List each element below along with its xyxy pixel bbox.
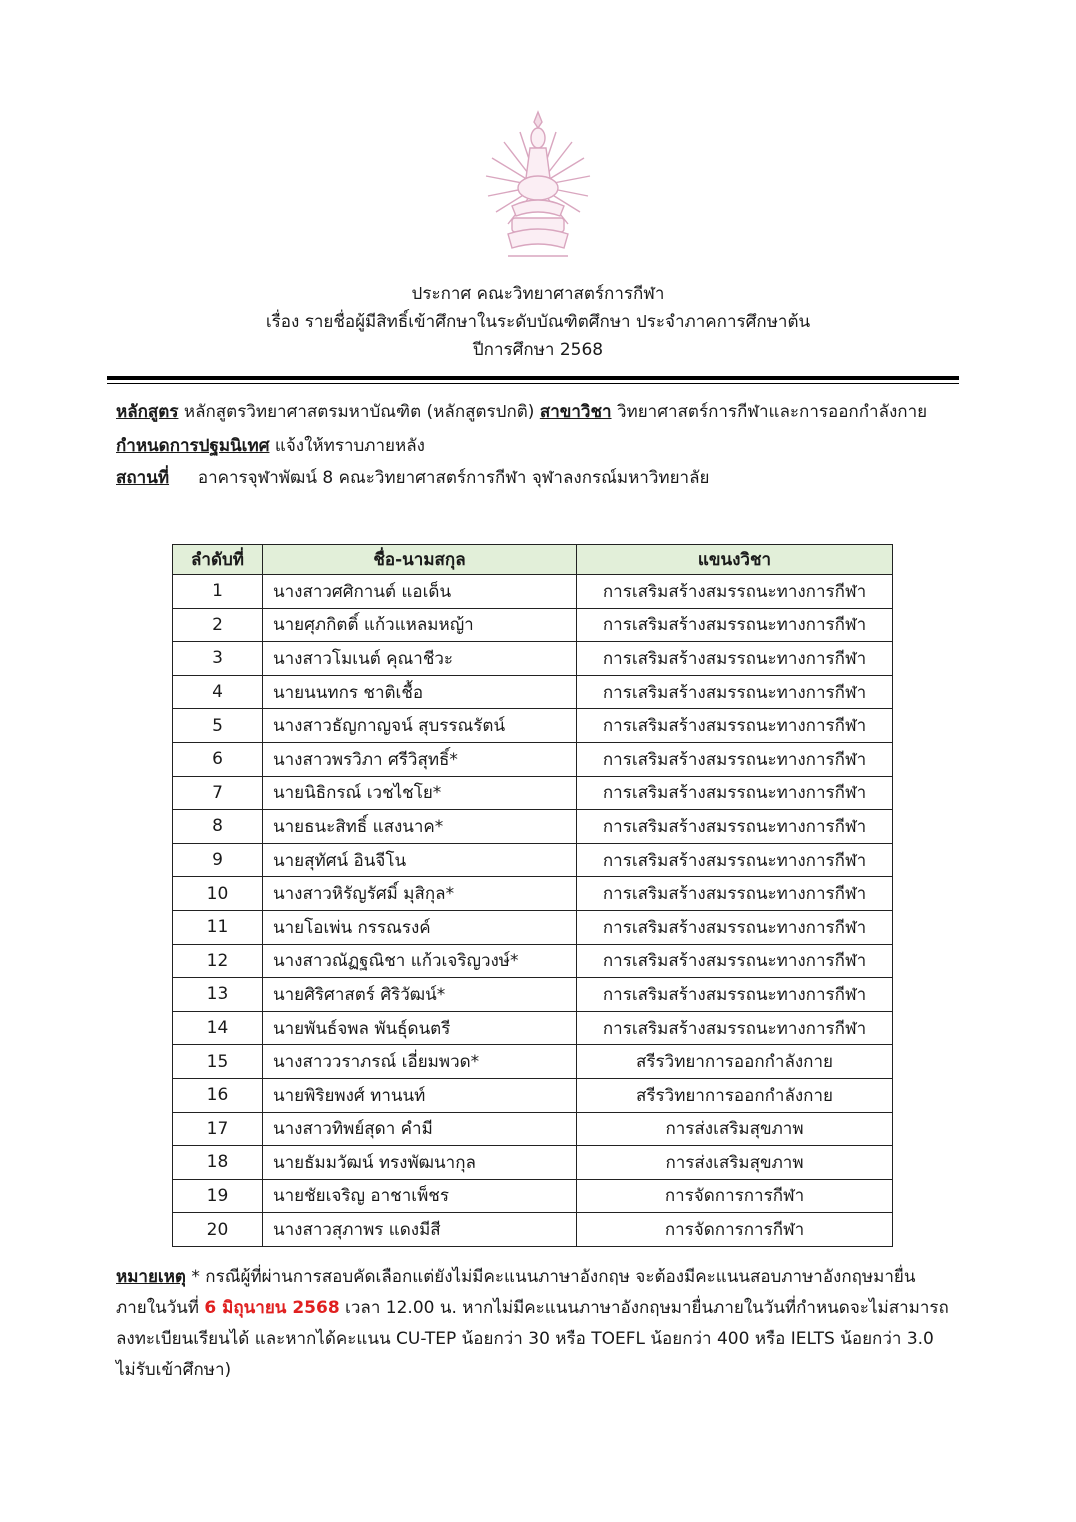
row-number-cell: 18 — [173, 1146, 263, 1180]
student-name-cell: นายศุภกิตติ์ แก้วแหลมหญ้า — [263, 608, 577, 642]
track-cell: การเสริมสร้างสมรรถนะทางการกีฬา — [577, 776, 893, 810]
remark-deadline: 6 มิถุนายน 2568 — [204, 1298, 340, 1318]
track-cell: การเสริมสร้างสมรรถนะทางการกีฬา — [577, 810, 893, 844]
track-cell: สรีรวิทยาการออกกำลังกาย — [577, 1045, 893, 1079]
orientation-line — [116, 432, 425, 459]
table-row — [173, 910, 893, 944]
row-number-cell: 13 — [173, 978, 263, 1012]
column-header-number: ลำดับที่ — [173, 545, 263, 575]
column-header-track: แขนงวิชา — [577, 545, 893, 575]
student-name-cell: นายนนทกร ชาติเชื้อ — [263, 675, 577, 709]
program-line — [116, 398, 927, 425]
row-number-cell: 15 — [173, 1045, 263, 1079]
student-name-cell: นางสาวธัญกาญจน์ สุบรรณรัตน์ — [263, 709, 577, 743]
row-number-cell: 4 — [173, 675, 263, 709]
announcement-title — [0, 280, 1076, 364]
student-name-cell: นางสาวโมเนต์ คุณาชีวะ — [263, 642, 577, 676]
announcement-line-2: เรื่อง รายชื่อผู้มีสิทธิ์เข้าศึกษาในระดับบัณฑิตศึกษา ประจำภาคการศึกษาต้น — [265, 312, 811, 332]
table-row — [173, 608, 893, 642]
track-cell: การเสริมสร้างสมรรถนะทางการกีฬา — [577, 1011, 893, 1045]
row-number-cell: 17 — [173, 1112, 263, 1146]
student-name-cell: นายสุทัศน์ อินจีโน — [263, 843, 577, 877]
table-row — [173, 1078, 893, 1112]
table-row — [173, 642, 893, 676]
track-cell: การเสริมสร้างสมรรถนะทางการกีฬา — [577, 944, 893, 978]
remark-text-1: * กรณีผู้ที่ผ่านการสอบคัดเลือกแต่ยังไม่มีคะแนนภาษาอังกฤษ จะต้องมีคะแนนสอบภาษาอังกฤษมายื่นภายในวันที่ — [116, 1267, 916, 1318]
track-cell: การส่งเสริมสุขภาพ — [577, 1112, 893, 1146]
table-row — [173, 1213, 893, 1247]
row-number-cell: 16 — [173, 1078, 263, 1112]
row-number-cell: 12 — [173, 944, 263, 978]
student-name-cell: นายพันธ์จพล พันธุ์ดนตรี — [263, 1011, 577, 1045]
row-number-cell: 19 — [173, 1179, 263, 1213]
track-cell: การเสริมสร้างสมรรถนะทางการกีฬา — [577, 575, 893, 609]
program-label: หลักสูตร — [116, 402, 179, 422]
table-row — [173, 1146, 893, 1180]
remark-note — [116, 1262, 952, 1386]
table-row — [173, 742, 893, 776]
track-cell: การเสริมสร้างสมรรถนะทางการกีฬา — [577, 910, 893, 944]
track-cell: สรีรวิทยาการออกกำลังกาย — [577, 1078, 893, 1112]
program-value: หลักสูตรวิทยาศาสตรมหาบัณฑิต (หลักสูตรปกติ) — [183, 402, 535, 422]
student-name-cell: นายพิริยพงศ์ ทานนท์ — [263, 1078, 577, 1112]
track-cell: การเสริมสร้างสมรรถนะทางการกีฬา — [577, 709, 893, 743]
table-row — [173, 1011, 893, 1045]
admitted-students-table — [172, 544, 893, 1247]
table-row — [173, 810, 893, 844]
table-row — [173, 1045, 893, 1079]
row-number-cell: 6 — [173, 742, 263, 776]
student-name-cell: นางสาวสุภาพร แดงมีสี — [263, 1213, 577, 1247]
track-cell: การส่งเสริมสุขภาพ — [577, 1146, 893, 1180]
track-cell: การเสริมสร้างสมรรถนะทางการกีฬา — [577, 843, 893, 877]
track-cell: การเสริมสร้างสมรรถนะทางการกีฬา — [577, 675, 893, 709]
track-cell: การจัดการการกีฬา — [577, 1179, 893, 1213]
student-name-cell: นายศิริศาสตร์ ศิริวัฒน์* — [263, 978, 577, 1012]
student-name-cell: นายธัมมวัฒน์ ทรงพัฒนากุล — [263, 1146, 577, 1180]
venue-line — [116, 464, 710, 491]
student-name-cell: นายชัยเจริญ อาชาเพ็ชร — [263, 1179, 577, 1213]
field-label: สาขาวิชา — [539, 402, 612, 422]
table-row — [173, 575, 893, 609]
orientation-value: แจ้งให้ทราบภายหลัง — [274, 436, 425, 456]
row-number-cell: 1 — [173, 575, 263, 609]
student-name-cell: นางสาววราภรณ์ เอี่ยมพวด* — [263, 1045, 577, 1079]
student-name-cell: นางสาวพรวิภา ศรีวิสุทธิ์* — [263, 742, 577, 776]
track-cell: การเสริมสร้างสมรรถนะทางการกีฬา — [577, 742, 893, 776]
row-number-cell: 7 — [173, 776, 263, 810]
student-name-cell: นายธนะสิทธิ์ แสงนาค* — [263, 810, 577, 844]
student-name-cell: นางสาวหิรัญรัศมิ์ มุสิกุล* — [263, 877, 577, 911]
student-name-cell: นางสาวณัฏฐณิชา แก้วเจริญวงษ์* — [263, 944, 577, 978]
student-name-cell: นายโอเพ่น กรรณรงค์ — [263, 910, 577, 944]
track-cell: การเสริมสร้างสมรรถนะทางการกีฬา — [577, 642, 893, 676]
table-row — [173, 675, 893, 709]
table-row — [173, 1179, 893, 1213]
row-number-cell: 5 — [173, 709, 263, 743]
row-number-cell: 8 — [173, 810, 263, 844]
table-row — [173, 843, 893, 877]
student-name-cell: นางสาวทิพย์สุดา คำมี — [263, 1112, 577, 1146]
row-number-cell: 10 — [173, 877, 263, 911]
orientation-label: กำหนดการปฐมนิเทศ — [116, 436, 270, 456]
announcement-line-1: ประกาศ คณะวิทยาศาสตร์การกีฬา — [411, 284, 665, 304]
track-cell: การเสริมสร้างสมรรถนะทางการกีฬา — [577, 877, 893, 911]
row-number-cell: 3 — [173, 642, 263, 676]
row-number-cell: 9 — [173, 843, 263, 877]
student-name-cell: นางสาวศศิกานต์ แอเด็น — [263, 575, 577, 609]
university-emblem-icon — [478, 108, 598, 268]
table-row — [173, 978, 893, 1012]
divider-thin — [107, 383, 959, 384]
table-row — [173, 944, 893, 978]
student-name-cell: นายนิธิกรณ์ เวชไชโย* — [263, 776, 577, 810]
remark-label: หมายเหตุ — [116, 1267, 186, 1287]
column-header-name: ชื่อ-นามสกุล — [263, 545, 577, 575]
table-row — [173, 877, 893, 911]
venue-value: อาคารจุฬาพัฒน์ 8 คณะวิทยาศาสตร์การกีฬา จุฬาลงกรณ์มหาวิทยาลัย — [197, 468, 710, 488]
divider-thick — [107, 376, 959, 380]
remark-text-2: เวลา 12.00 น. หากไม่มีคะแนนภาษาอังกฤษมายื่นภายในวันที่กำหนดจะไม่สามารถลงทะเบียนเรียนได้ และหากได้คะแนน CU-TEP น้อยกว่า 30 หรือ TOEFL น้อยกว่า 400 หรือ IELTS น้อยกว่า 3.0 ไม่รับเข้าศึกษา) — [116, 1298, 949, 1380]
row-number-cell: 2 — [173, 608, 263, 642]
table-header-row — [173, 545, 893, 575]
track-cell: การเสริมสร้างสมรรถนะทางการกีฬา — [577, 978, 893, 1012]
table-row — [173, 776, 893, 810]
announcement-line-3: ปีการศึกษา 2568 — [472, 340, 604, 360]
track-cell: การจัดการการกีฬา — [577, 1213, 893, 1247]
row-number-cell: 11 — [173, 910, 263, 944]
venue-label: สถานที่ — [116, 468, 170, 488]
table-row — [173, 709, 893, 743]
row-number-cell: 14 — [173, 1011, 263, 1045]
track-cell: การเสริมสร้างสมรรถนะทางการกีฬา — [577, 608, 893, 642]
table-row — [173, 1112, 893, 1146]
row-number-cell: 20 — [173, 1213, 263, 1247]
field-value: วิทยาศาสตร์การกีฬาและการออกกำลังกาย — [616, 402, 928, 422]
